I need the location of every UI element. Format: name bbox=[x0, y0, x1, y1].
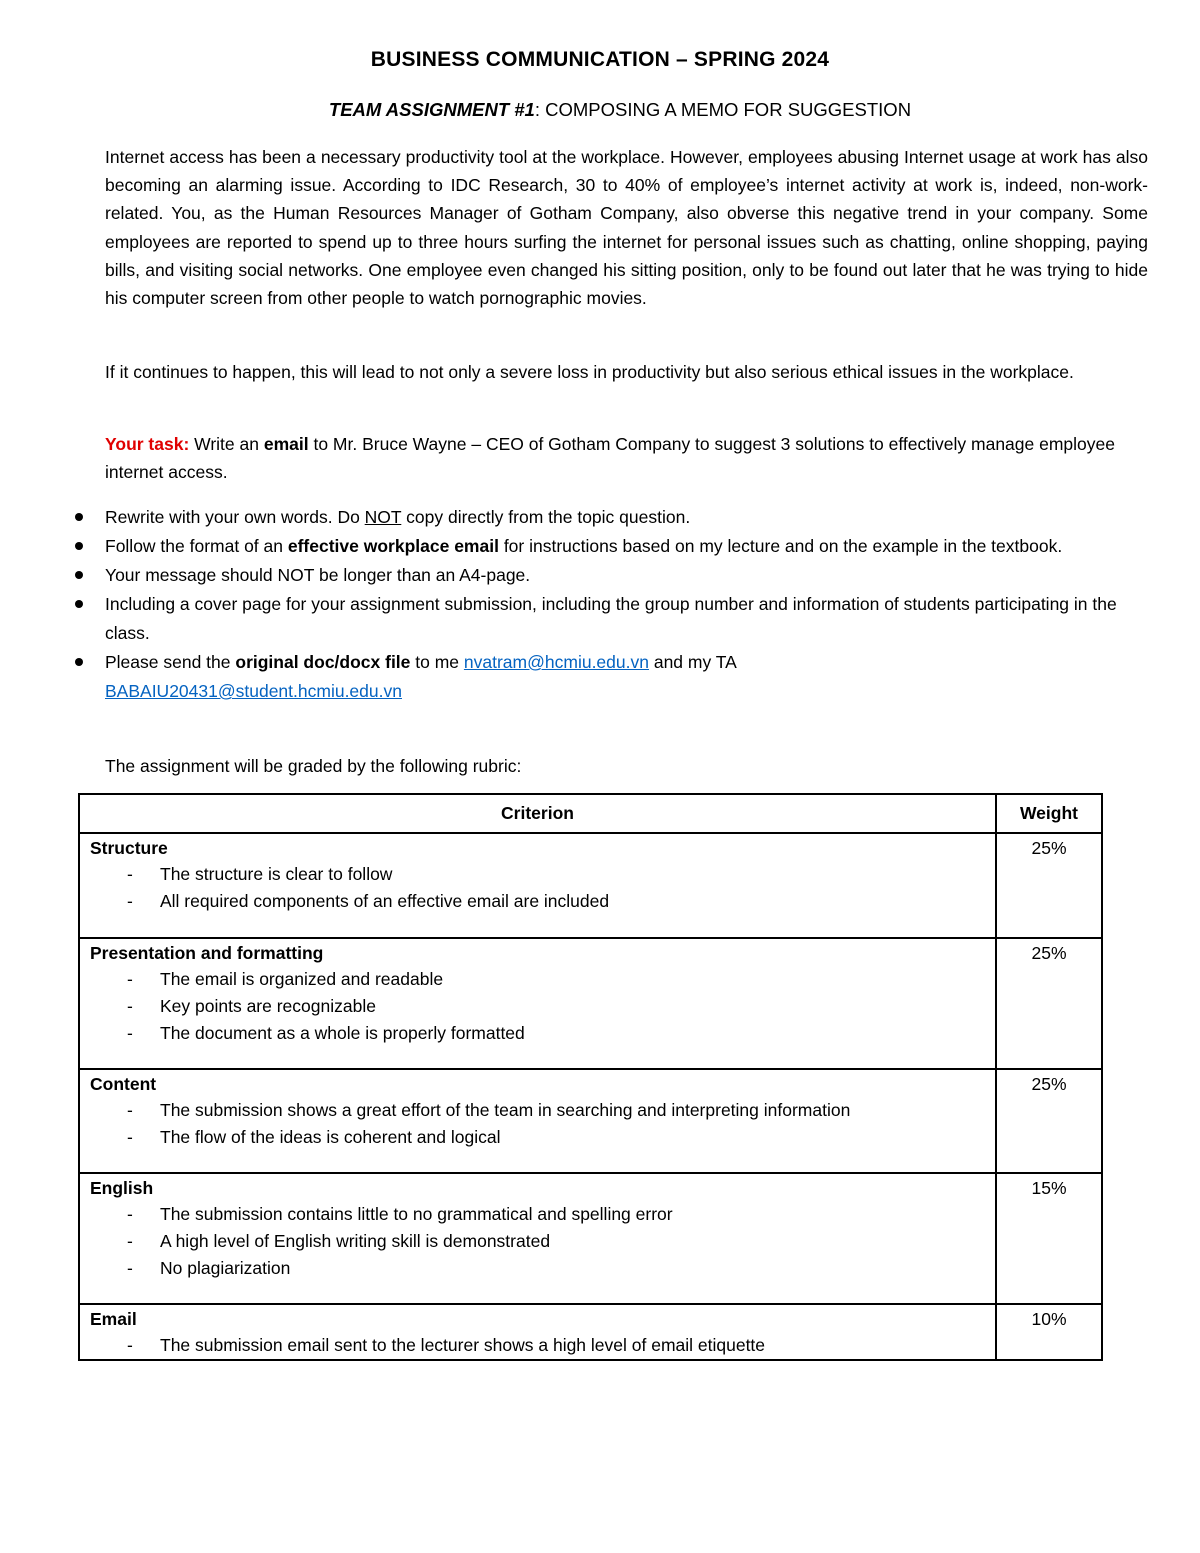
task-text-1: Write an bbox=[189, 434, 264, 454]
consequence-paragraph: If it continues to happen, this will lead to not only a severe loss in productivity but also serious ethical issues in the workplace. bbox=[105, 362, 1074, 382]
instruction-item bbox=[105, 561, 1148, 590]
criterion-items bbox=[90, 1097, 985, 1151]
criterion-item bbox=[90, 1332, 985, 1359]
dash-marker: - bbox=[127, 1127, 133, 1147]
ta-email-link[interactable]: BABAIU20431@student.hcmiu.edu.vn bbox=[105, 681, 402, 701]
instruction-text: Rewrite with your own words. Do bbox=[105, 507, 365, 527]
dash-marker: - bbox=[127, 1023, 133, 1043]
criterion-name: Presentation and formatting bbox=[90, 943, 324, 963]
criterion-cell bbox=[79, 938, 996, 1069]
criterion-cell bbox=[79, 1304, 996, 1360]
bullet-dot-icon bbox=[75, 658, 83, 666]
instruction-emphasis: NOT bbox=[364, 507, 402, 527]
weight-value: 15% bbox=[1031, 1178, 1067, 1198]
weight-header: Weight bbox=[996, 794, 1102, 833]
weight-value: 25% bbox=[1031, 838, 1067, 858]
dash-marker: - bbox=[127, 891, 133, 911]
criterion-name: Content bbox=[90, 1074, 157, 1094]
rubric-table bbox=[78, 793, 1103, 1361]
weight-cell bbox=[996, 938, 1102, 1069]
criterion-item-text: The email is organized and readable bbox=[160, 969, 444, 989]
criterion-items bbox=[90, 966, 985, 1047]
dash-marker: - bbox=[127, 1204, 133, 1224]
criterion-item bbox=[90, 1201, 985, 1228]
criterion-item-text: The submission contains little to no grammatical and spelling error bbox=[160, 1204, 673, 1224]
task-paragraph bbox=[105, 430, 1148, 486]
instruction-text: Your message should NOT be longer than an A4-page. bbox=[105, 565, 531, 585]
instruction-emphasis: effective workplace email bbox=[287, 536, 499, 556]
weight-value: 25% bbox=[1031, 943, 1067, 963]
criterion-item bbox=[90, 1097, 985, 1124]
criterion-item-text: The flow of the ideas is coherent and logical bbox=[160, 1127, 501, 1147]
weight-cell bbox=[996, 1069, 1102, 1173]
criterion-item-text: The submission shows a great effort of the team in searching and interpreting information bbox=[160, 1100, 851, 1120]
dash-marker: - bbox=[127, 1335, 133, 1355]
weight-cell bbox=[996, 1304, 1102, 1360]
criterion-item-text: The document as a whole is properly formatted bbox=[160, 1023, 525, 1043]
criterion-cell bbox=[79, 833, 996, 938]
instruction-item bbox=[105, 590, 1148, 648]
task-email-word: email bbox=[263, 434, 309, 454]
criterion-item-text: No plagiarization bbox=[160, 1258, 291, 1278]
criterion-item-text: The submission email sent to the lecturer shows a high level of email etiquette bbox=[160, 1335, 766, 1355]
instruction-text: Including a cover page for your assignment submission, including the group number and information of students participating in the class. bbox=[105, 594, 1117, 643]
dash-marker: - bbox=[127, 996, 133, 1016]
criterion-items bbox=[90, 1332, 985, 1359]
criterion-item-text: The structure is clear to follow bbox=[160, 864, 393, 884]
criterion-item bbox=[90, 888, 985, 915]
instruction-text: for instructions based on my lecture and on the example in the textbook. bbox=[498, 536, 1063, 556]
rubric-header-row bbox=[79, 794, 1102, 833]
weight-cell bbox=[996, 1173, 1102, 1304]
rubric-row bbox=[79, 1069, 1102, 1173]
assignment-subtitle bbox=[0, 99, 1200, 121]
instruction-item bbox=[105, 532, 1148, 561]
instruction-text: copy directly from the topic question. bbox=[401, 507, 691, 527]
criterion-item bbox=[90, 1228, 985, 1255]
dash-marker: - bbox=[127, 1258, 133, 1278]
weight-value: 10% bbox=[1031, 1309, 1067, 1329]
instruction-item bbox=[105, 503, 1148, 532]
dash-marker: - bbox=[127, 969, 133, 989]
criterion-item-text: All required components of an effective email are included bbox=[160, 891, 610, 911]
instruction-text: Follow the format of an bbox=[105, 536, 288, 556]
criterion-name: Structure bbox=[90, 838, 168, 858]
criterion-name: Email bbox=[90, 1309, 137, 1329]
instruction-item bbox=[105, 648, 1148, 706]
criterion-items bbox=[90, 861, 985, 915]
rubric-row bbox=[79, 938, 1102, 1069]
criterion-name: English bbox=[90, 1178, 154, 1198]
task-label: Your task: bbox=[105, 434, 190, 454]
criterion-item bbox=[90, 1020, 985, 1047]
weight-cell bbox=[996, 833, 1102, 938]
bullet-dot-icon bbox=[75, 600, 83, 608]
criterion-item bbox=[90, 1255, 985, 1282]
bullet-dot-icon bbox=[75, 542, 83, 550]
criterion-cell bbox=[79, 1173, 996, 1304]
dash-marker: - bbox=[127, 1100, 133, 1120]
assignment-topic: : COMPOSING A MEMO FOR SUGGESTION bbox=[534, 99, 912, 120]
criterion-items bbox=[90, 1201, 985, 1282]
rubric-intro: The assignment will be graded by the following rubric: bbox=[105, 756, 522, 776]
rubric-row bbox=[79, 1304, 1102, 1360]
bullet-dot-icon bbox=[75, 571, 83, 579]
criterion-item bbox=[90, 993, 985, 1020]
assignment-number: TEAM ASSIGNMENT #1 bbox=[328, 99, 535, 120]
rubric-row bbox=[79, 833, 1102, 938]
intro-paragraph: Internet access has been a necessary productivity tool at the workplace. However, employees abusing Internet usage at work has also becoming an alarming issue. According to IDC Research, 30 to 40% of employee’s internet activity at work is, indeed, non-work-related. You, as the Human Resources Manager of Gotham Company, also obverse this negative trend in your company. Some employees are reported to spend up to three hours surfing the internet for personal issues such as chatting, online shopping, paying bills, and visiting social networks. One employee even changed his sitting position, only to be found out later that he was trying to hide his computer screen from other people to watch pornographic movies. bbox=[105, 147, 1148, 309]
document-title: BUSINESS COMMUNICATION – SPRING 2024 bbox=[370, 48, 830, 71]
lecturer-email-link[interactable]: nvatram@hcmiu.edu.vn bbox=[463, 652, 649, 672]
instruction-text: Please send the bbox=[105, 652, 236, 672]
criterion-item bbox=[90, 966, 985, 993]
instruction-emphasis: original doc/docx file bbox=[235, 652, 411, 672]
criterion-item bbox=[90, 861, 985, 888]
instruction-text: and my TA bbox=[648, 652, 737, 672]
dash-marker: - bbox=[127, 864, 133, 884]
criterion-cell bbox=[79, 1069, 996, 1173]
task-text-2: to Mr. Bruce Wayne – CEO of Gotham Company to suggest 3 solutions to effectively manage employee internet access. bbox=[105, 434, 1115, 483]
instructions-list bbox=[105, 503, 1148, 706]
criterion-item bbox=[90, 1124, 985, 1151]
rubric-row bbox=[79, 1173, 1102, 1304]
bullet-dot-icon bbox=[75, 513, 83, 521]
criterion-item-text: Key points are recognizable bbox=[160, 996, 376, 1016]
weight-value: 25% bbox=[1031, 1074, 1067, 1094]
dash-marker: - bbox=[127, 1231, 133, 1251]
criterion-item-text: A high level of English writing skill is demonstrated bbox=[160, 1231, 551, 1251]
criterion-header: Criterion bbox=[79, 794, 996, 833]
instruction-text: to me bbox=[410, 652, 464, 672]
